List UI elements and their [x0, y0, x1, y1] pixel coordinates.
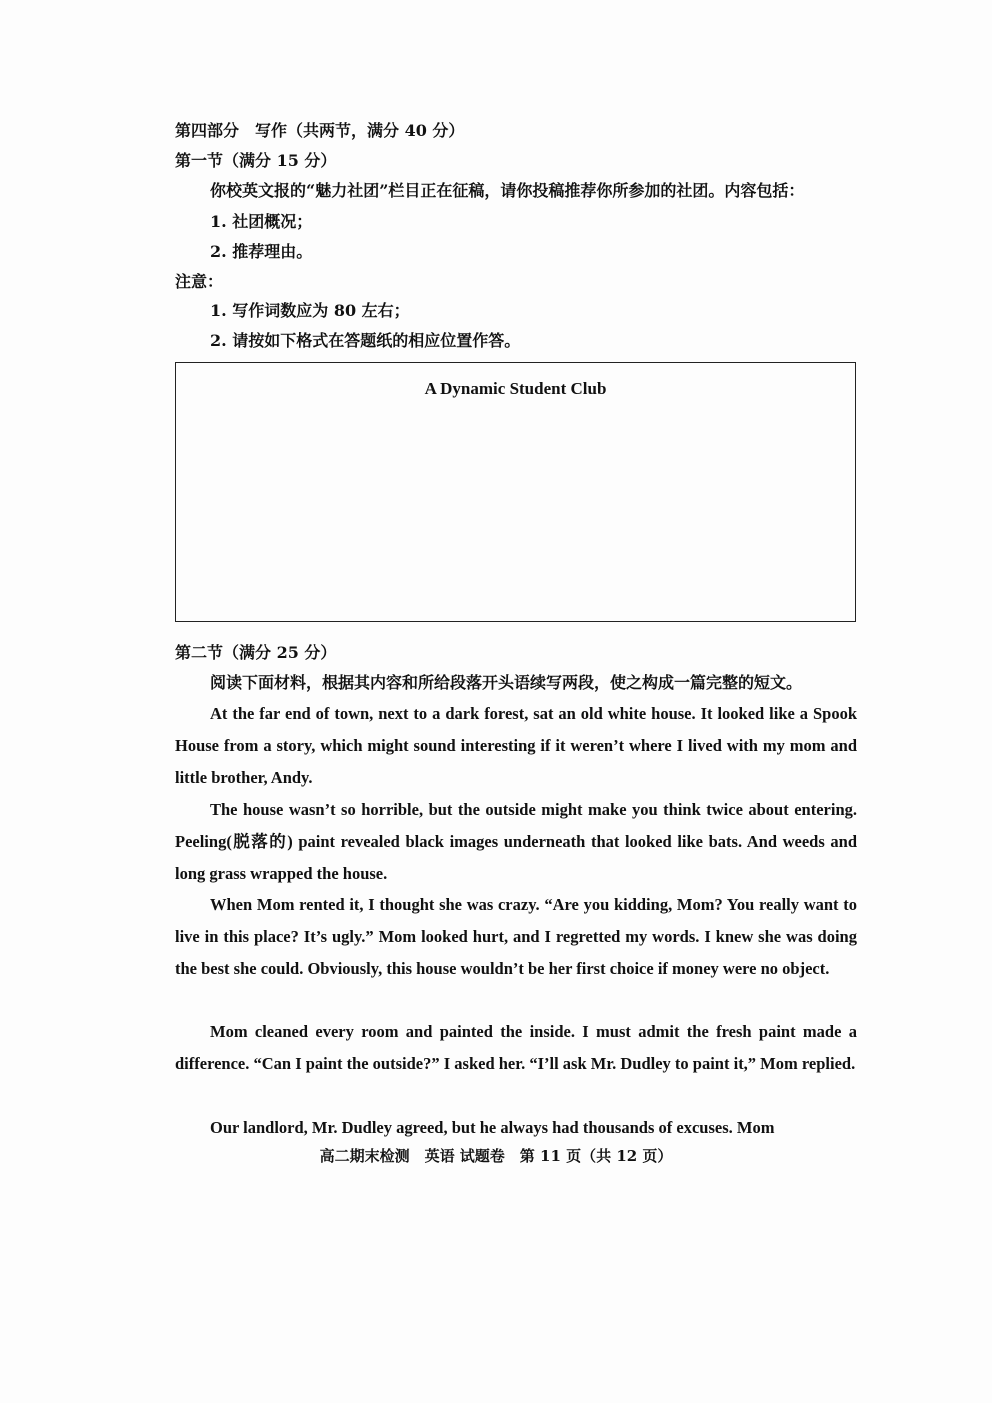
- box-title: A Dynamic Student Club: [424, 379, 607, 398]
- page-footer: 高二期末检测 英语 试题卷 第 11 页（共 12 页）: [319, 1147, 673, 1165]
- story-paragraph-3: When Mom rented it, I thought she was crazy. “Are you kidding, Mom? You really want to live in this place? It’s ugly.” Mom looked hurt, and I regretted my words. I knew she was doing the best she could. Obviously, this house wouldn’t be her first choice if money were no object.: [175, 895, 857, 978]
- note-1: 1. 写作词数应为 80 左右；: [210, 301, 410, 320]
- section2-prompt: 阅读下面材料，根据其内容和所给段落开头语续写两段，使之构成一篇完整的短文。: [210, 673, 803, 692]
- section1-item-2: 2. 推荐理由。: [210, 242, 313, 261]
- story-paragraph-2: The house wasn’t so horrible, but the outside might make you think twice about entering. Peeling(脱落的) paint revealed black images underneath that looked like bats. And weeds and long grass wrapped the house.: [175, 800, 857, 883]
- part-heading: 第四部分 写作（共两节，满分 40 分）: [175, 121, 465, 140]
- section1-heading: 第一节（满分 15 分）: [175, 151, 337, 170]
- story-paragraph-1: At the far end of town, next to a dark forest, sat an old white house. It looked like a Spook House from a story, which might sound interesting if it weren’t where I lived with my mom and little brother, Andy.: [175, 704, 857, 787]
- section2-heading: 第二节（满分 25 分）: [175, 643, 337, 662]
- story-paragraph-5: Our landlord, Mr. Dudley agreed, but he always had thousands of excuses. Mom: [210, 1118, 775, 1137]
- section1-prompt: 你校英文报的“魅力社团”栏目正在征稿，请你投稿推荐你所参加的社团。内容包括：: [210, 181, 805, 200]
- story-paragraph-4: Mom cleaned every room and painted the inside. I must admit the fresh paint made a difference. “Can I paint the outside?” I asked her. “I’ll ask Mr. Dudley to paint it,” Mom replied.: [175, 1022, 857, 1073]
- note-label: 注意：: [175, 272, 224, 291]
- answer-format-box: [175, 362, 856, 622]
- note-2: 2. 请按如下格式在答题纸的相应位置作答。: [210, 331, 521, 350]
- section1-item-1: 1. 社团概况；: [210, 212, 313, 231]
